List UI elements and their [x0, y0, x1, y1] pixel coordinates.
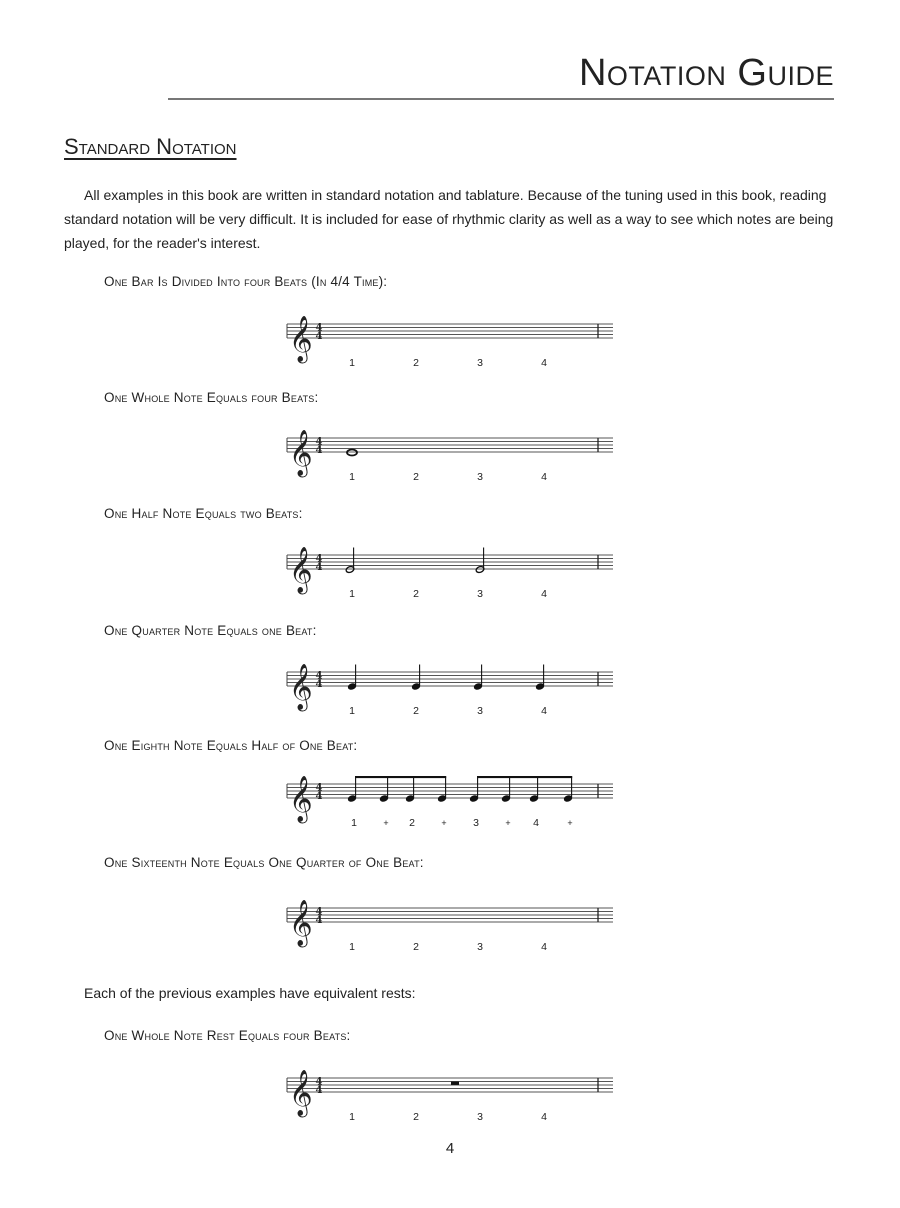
time-signature-top: 4 — [315, 782, 323, 794]
example-caption: One Whole Note Equals four Beats: — [104, 390, 319, 405]
time-signature-bottom: 4 — [315, 915, 323, 926]
treble-clef: 𝄞 — [289, 900, 313, 946]
beat-count: 4 — [541, 357, 547, 369]
treble-clef: 𝄞 — [289, 1070, 313, 1116]
beat-count: 3 — [477, 1111, 483, 1123]
staff-example — [285, 316, 615, 378]
time-signature-bottom: 4 — [315, 791, 323, 802]
treble-clef: 𝄞 — [289, 547, 313, 593]
beat-count: 1 — [349, 357, 355, 369]
staff-example — [285, 547, 615, 609]
beam — [355, 776, 446, 778]
staff-example — [285, 664, 615, 726]
example-caption: One Sixteenth Note Equals One Quarter of One Beat: — [104, 855, 424, 870]
beat-count: 3 — [477, 471, 483, 483]
example-caption: One Whole Note Rest Equals four Beats: — [104, 1028, 351, 1043]
beat-count: 4 — [541, 705, 547, 717]
example-caption: One Eighth Note Equals Half of One Beat: — [104, 738, 358, 753]
beat-count: 4 — [541, 471, 547, 483]
beat-count: 2 — [413, 1111, 419, 1123]
treble-clef: 𝄞 — [289, 316, 313, 362]
beat-count: 3 — [477, 588, 483, 600]
treble-clef: 𝄞 — [289, 430, 313, 476]
example-caption: One Quarter Note Equals one Beat: — [104, 623, 317, 638]
beat-count: 4 — [541, 941, 547, 953]
staff-example — [285, 776, 615, 838]
whole-note — [347, 450, 357, 456]
time-signature-bottom: 4 — [315, 679, 323, 690]
beat-count: 2 — [409, 817, 415, 829]
treble-clef: 𝄞 — [289, 776, 313, 822]
example-caption: One Half Note Equals two Beats: — [104, 506, 303, 521]
time-signature-top: 4 — [315, 553, 323, 565]
beat-count: + — [567, 818, 573, 828]
beat-count: 3 — [477, 941, 483, 953]
beat-count: + — [441, 818, 447, 828]
beat-count: 3 — [473, 817, 479, 829]
beat-count: 4 — [541, 588, 547, 600]
beat-count: 2 — [413, 588, 419, 600]
beat-count: 1 — [349, 705, 355, 717]
title-rule — [168, 98, 834, 100]
staff-example — [285, 1070, 615, 1132]
example-caption: One Bar Is Divided Into four Beats (In 4/4 Time): — [104, 274, 388, 289]
beat-count: + — [505, 818, 511, 828]
intro-paragraph: All examples in this book are written in standard notation and tablature. Because of the tuning used in this book, reading standard notation will be very difficult. It is included for ease of rhythmic clarity as well as a way to see which notes are being played, for the reader's interest. — [64, 187, 834, 251]
beat-count: 2 — [413, 941, 419, 953]
beat-count: 1 — [349, 941, 355, 953]
beat-count: 4 — [533, 817, 539, 829]
treble-clef: 𝄞 — [289, 664, 313, 710]
section-heading: Standard Notation — [64, 134, 237, 159]
time-signature-bottom: 4 — [315, 562, 323, 573]
staff-example — [285, 430, 615, 492]
beat-count: 3 — [477, 357, 483, 369]
time-signature-top: 4 — [315, 322, 323, 334]
beat-count: + — [383, 818, 389, 828]
time-signature-bottom: 4 — [315, 445, 323, 456]
beat-count: 1 — [351, 817, 357, 829]
beat-count: 1 — [349, 471, 355, 483]
beam — [477, 776, 572, 778]
beat-count: 4 — [541, 1111, 547, 1123]
rests-intro: Each of the previous examples have equivalent rests: — [84, 985, 416, 1001]
staff-example — [285, 900, 615, 962]
time-signature-top: 4 — [315, 906, 323, 918]
beat-count: 1 — [349, 1111, 355, 1123]
time-signature-bottom: 4 — [315, 1085, 323, 1096]
beat-count: 2 — [413, 471, 419, 483]
time-signature-top: 4 — [315, 1076, 323, 1088]
page-number: 4 — [445, 1140, 455, 1157]
beat-count: 2 — [413, 705, 419, 717]
page-title: Notation Guide — [578, 52, 834, 94]
time-signature-bottom: 4 — [315, 331, 323, 342]
time-signature-top: 4 — [315, 436, 323, 448]
time-signature-top: 4 — [315, 670, 323, 682]
beat-count: 3 — [477, 705, 483, 717]
whole-rest — [451, 1082, 459, 1085]
beat-count: 1 — [349, 588, 355, 600]
beat-count: 2 — [413, 357, 419, 369]
